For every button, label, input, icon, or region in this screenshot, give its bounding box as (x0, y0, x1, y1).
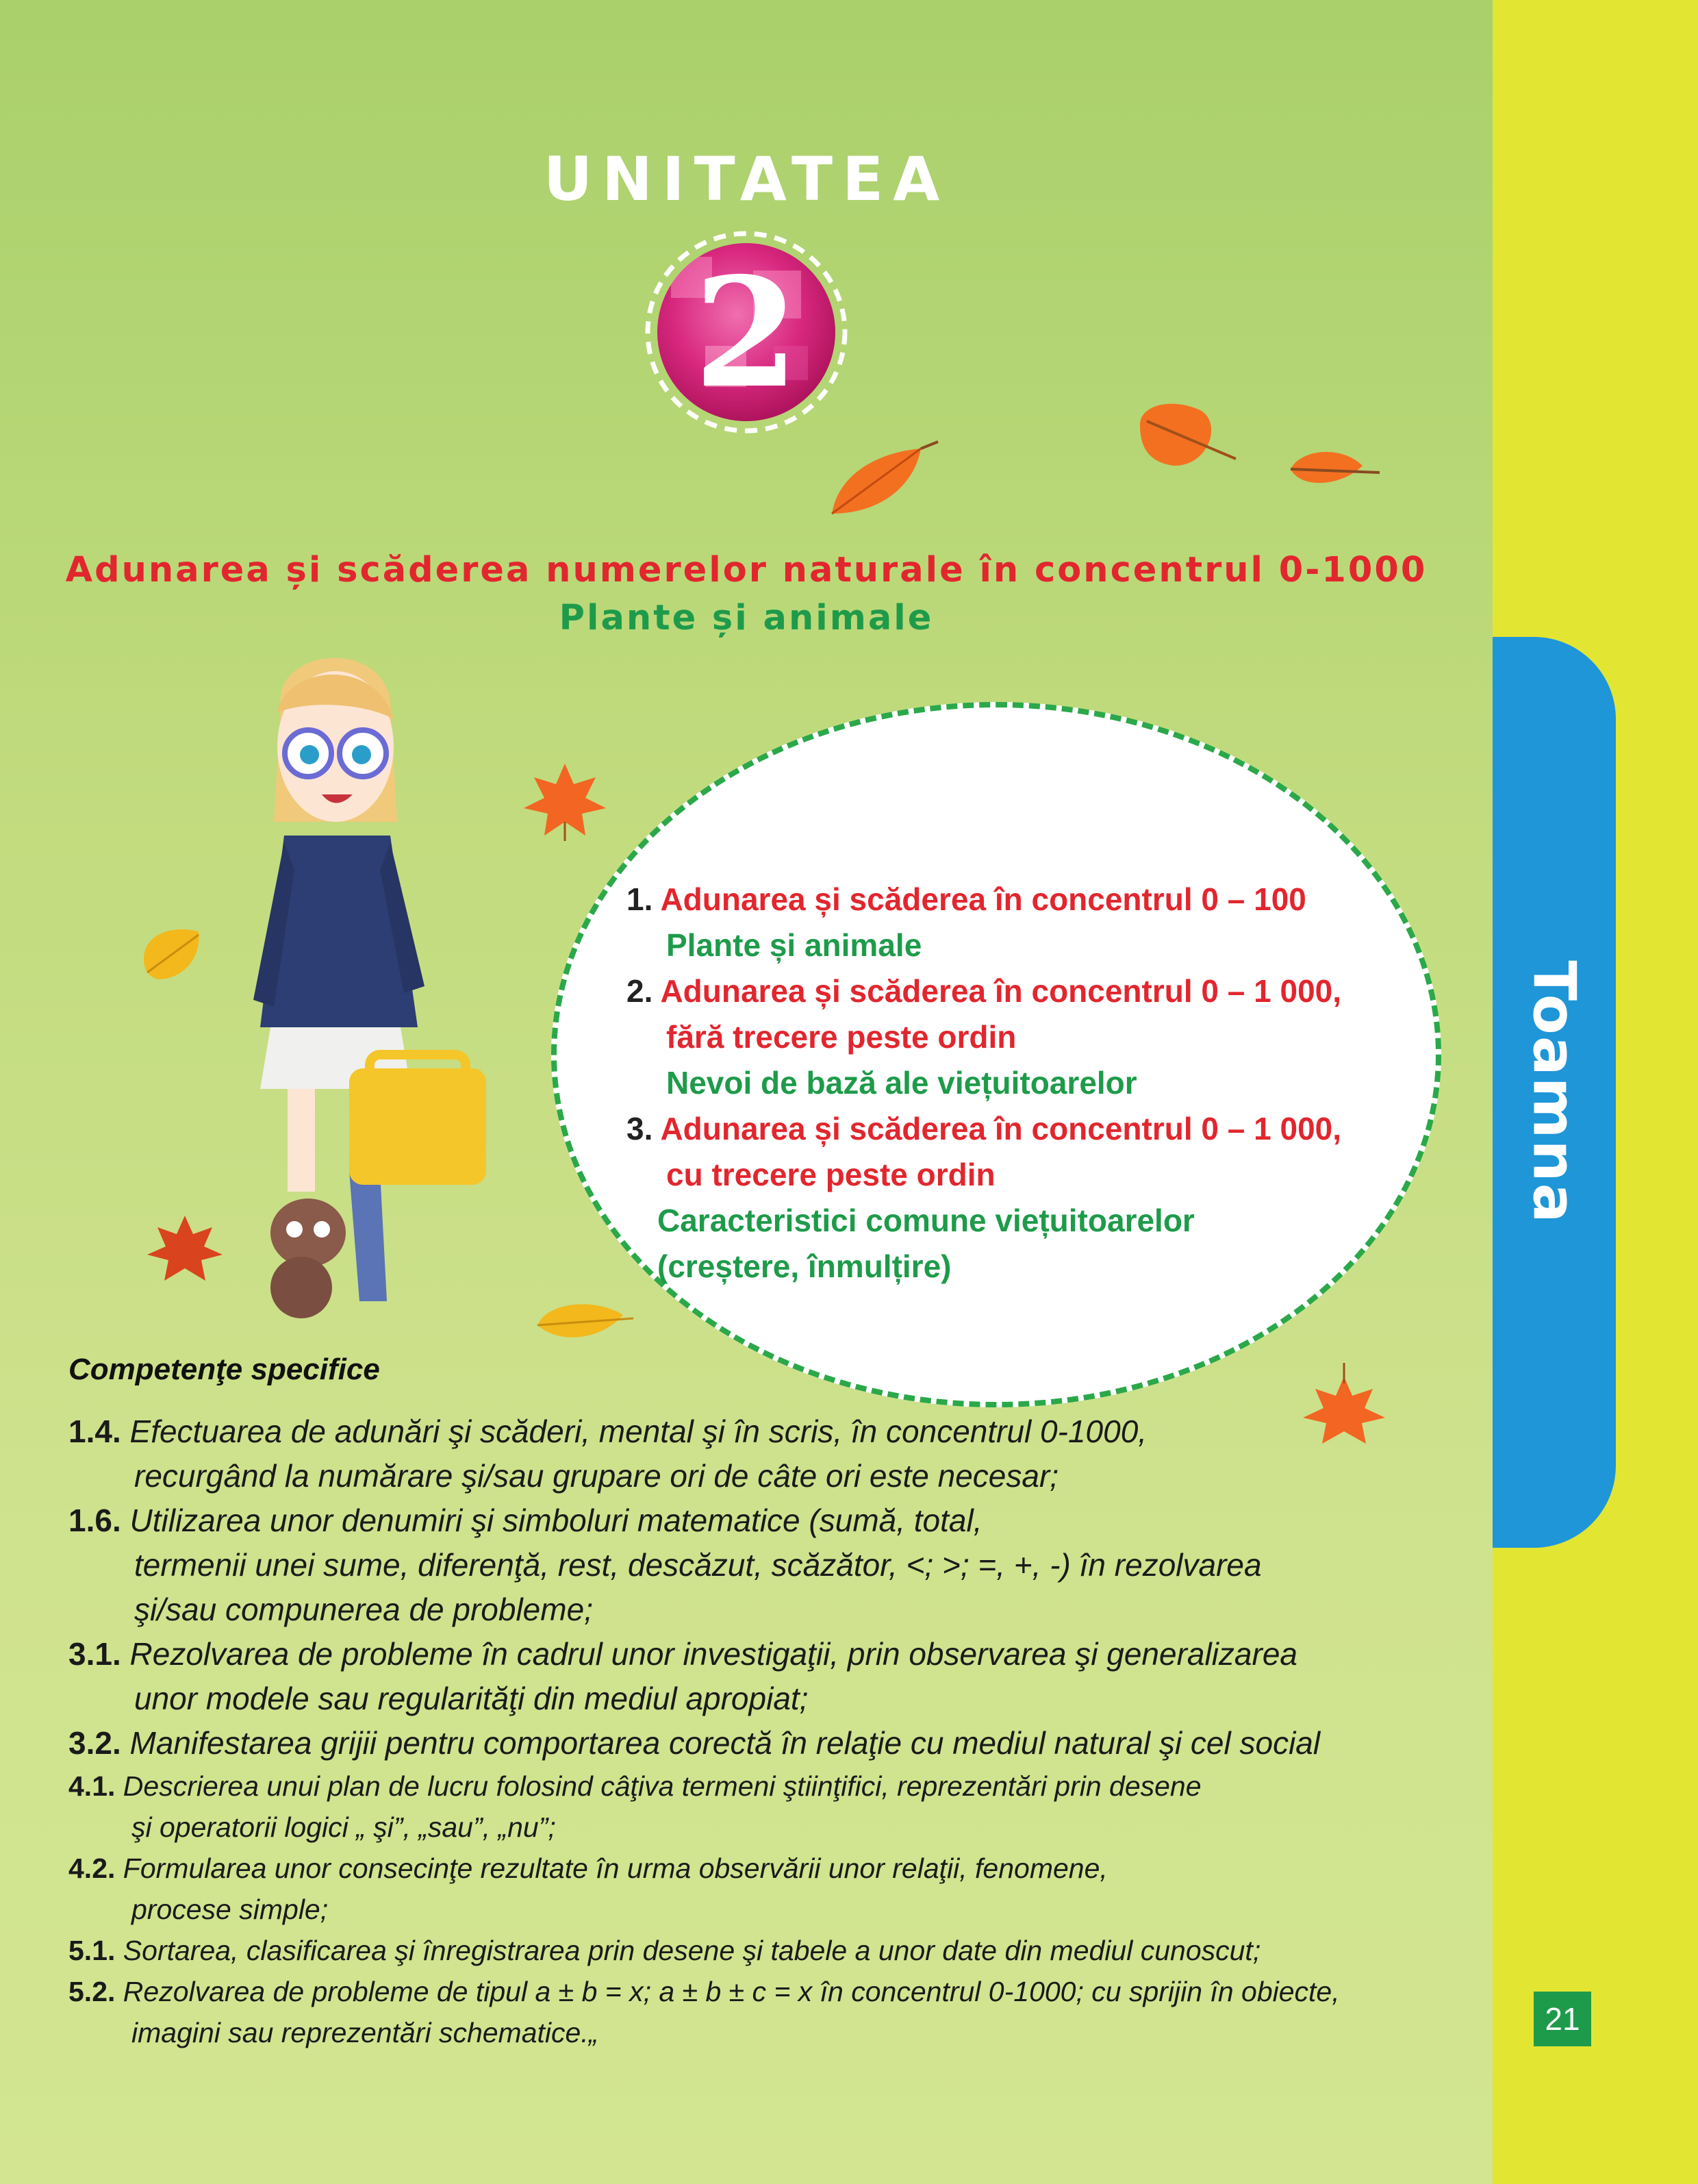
competence-3-1: 3.1. Rezolvarea de probleme în cadrul unor investigaţii, prin observarea şi generalizarea unor modele sau regularităţi din mediul apropiat; (68, 1636, 1297, 1716)
girl-with-briefcase-illustration (233, 644, 534, 1322)
season-tab-label: Toamna (1520, 960, 1589, 1225)
unit-number: 2 (694, 243, 799, 421)
lesson-2-line-1: 2. Adunarea și scăderea în concentrul 0 – 1 000, (626, 973, 1342, 1009)
lesson-3-line-2: cu trecere peste ordin (666, 1157, 996, 1192)
competences-title: Competenţe specifice (68, 1353, 380, 1386)
unit-title: Adunarea și scăderea numerelor naturale în concentrul 0-1000 (65, 550, 1428, 590)
competence-1-6: 1.6. Utilizarea unor denumiri şi simboluri matematice (sumă, total, termenii unei sume, diferenţă, rest, descăzut, scăzător, <; >; =, +, -) în rezolvarea şi/sau compunerea de probleme; (68, 1503, 1262, 1627)
competences-list (68, 1409, 1479, 2053)
lesson-2-line-2: fără trecere peste ordin (666, 1019, 1017, 1055)
competence-3-2: 3.2. Manifestarea grijii pentru comportarea corectă în relaţie cu mediul natural şi cel social (68, 1725, 1321, 1761)
page-number: 21 (1534, 1992, 1591, 2046)
lesson-1-line-1: 1. Adunarea și scăderea în concentrul 0 – 100 (626, 881, 1306, 917)
autumn-leaf-icon-3 (1287, 445, 1383, 493)
autumn-leaf-icon-2 (1133, 397, 1243, 473)
lesson-3-line-1: 3. Adunarea și scăderea în concentrul 0 – 1 000, (626, 1111, 1342, 1146)
competence-1-4: 1.4. Efectuarea de adunări şi scăderi, mental şi în scris, în concentrul 0-1000, recurgând la numărare şi/sau grupare ori de câte ori este necesar; (68, 1414, 1148, 1494)
lessons-list (626, 877, 1441, 1290)
season-tab-label-box (1493, 637, 1616, 1548)
lesson-3-theme-2: (creștere, înmulțire) (657, 1248, 952, 1284)
competence-5-2: 5.2. Rezolvarea de probleme de tipul a ± b = x; a ± b ± c = x în concentrul 0-1000; cu sprijin în obiecte, imagini sau reprezentări schematice.„ (68, 1976, 1340, 2048)
lesson-3-theme-1: Caracteristici comune viețuitoarelor (657, 1203, 1195, 1238)
competence-5-1: 5.1. Sortarea, clasificarea şi înregistrarea prin desene şi tabele a unor date din mediul cunoscut; (68, 1935, 1261, 1966)
yellow-leaf-icon-2 (534, 1294, 637, 1349)
autumn-leaf-icon (818, 438, 941, 527)
yellow-leaf-icon (137, 918, 212, 986)
lesson-1-theme: Plante și animale (666, 927, 922, 963)
lesson-2-theme: Nevoi de bază ale viețuitoarelor (666, 1065, 1137, 1101)
red-leaf-icon (144, 1212, 226, 1288)
unit-subtitle: Plante și animale (559, 598, 934, 638)
competence-4-1: 4.1. Descrierea unui plan de lucru folosind câţiva termeni ştiinţifici, reprezentări prin desene şi operatorii logici „ şi”, „sau”, „nu”; (68, 1770, 1202, 1843)
unit-label: UNITATEA (543, 144, 950, 214)
competence-4-2: 4.2. Formularea unor consecinţe rezultate în urma observării unor relaţii, fenomene, procese simple; (68, 1853, 1108, 1925)
